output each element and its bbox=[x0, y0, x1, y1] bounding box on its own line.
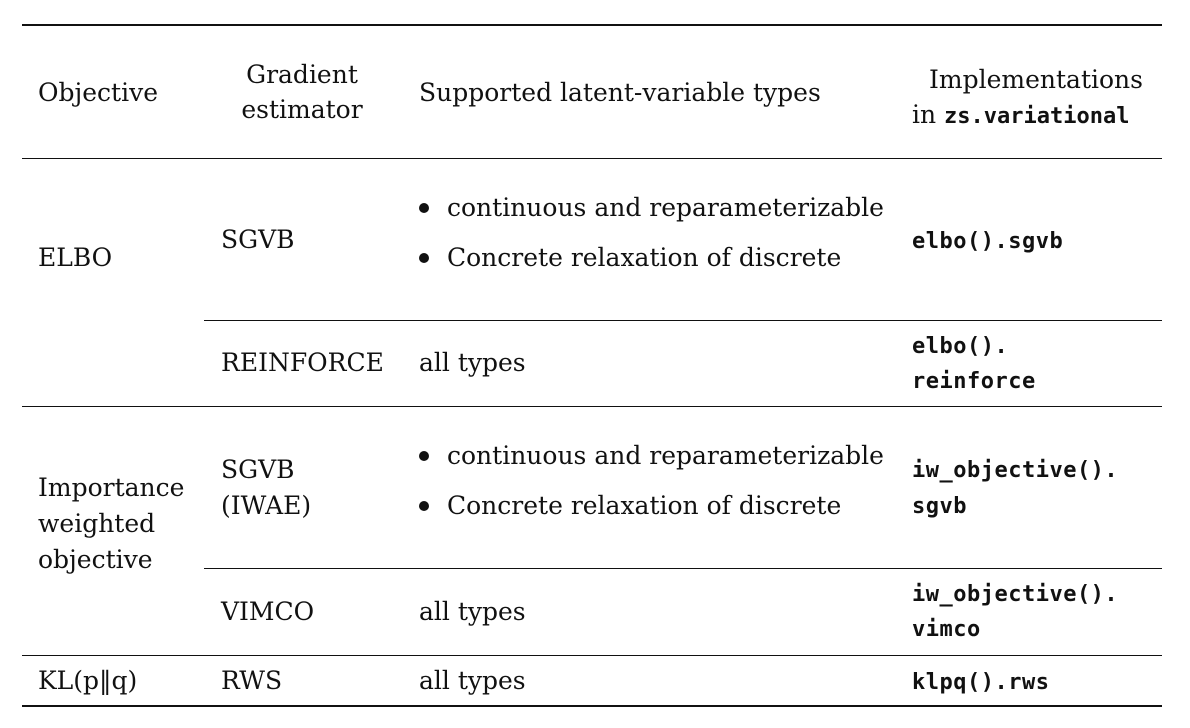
iw-sgvb-type-2: Concrete relaxation of discrete bbox=[419, 488, 841, 524]
iw-vimco-impl-line1: iw_objective(). bbox=[912, 582, 1119, 607]
kl-objective: KL(p‖q) bbox=[38, 666, 138, 695]
header-impl-prefix: in bbox=[912, 100, 945, 129]
header-gradient-line1: Gradient bbox=[246, 60, 358, 89]
header-types: Supported latent-variable types bbox=[419, 78, 821, 107]
iw-vimco-estimator: VIMCO bbox=[221, 597, 315, 626]
header-gradient-line2: estimator bbox=[241, 95, 363, 124]
iw-sgvb-impl-line2: sgvb bbox=[912, 494, 967, 519]
iw-sgvb-estimator-line1: SGVB bbox=[221, 455, 295, 484]
header-rule bbox=[22, 158, 1162, 159]
elbo-sgvb-estimator: SGVB bbox=[221, 225, 295, 254]
kl-impl: klpq().rws bbox=[912, 670, 1050, 695]
elbo-reinforce-types: all types bbox=[419, 348, 526, 377]
iw-inner-rule bbox=[204, 568, 1162, 569]
bullet-icon bbox=[419, 203, 429, 213]
elbo-sgvb-impl: elbo().sgvb bbox=[912, 229, 1064, 254]
bullet-icon bbox=[419, 451, 429, 461]
iw-vimco-impl-line2: vimco bbox=[912, 617, 981, 642]
bullet-icon bbox=[419, 253, 429, 263]
kl-estimator: RWS bbox=[221, 666, 283, 695]
elbo-inner-rule bbox=[204, 320, 1162, 321]
header-objective: Objective bbox=[38, 78, 159, 107]
header-impl-line2 bbox=[912, 97, 1129, 135]
elbo-reinforce-impl-line2: reinforce bbox=[912, 369, 1036, 394]
bottom-rule bbox=[22, 705, 1162, 707]
iw-sgvb-estimator-line2: (IWAE) bbox=[221, 491, 312, 520]
kl-types: all types bbox=[419, 666, 526, 695]
iw-objective-line1: Importance bbox=[38, 473, 185, 502]
iw-sgvb-type-1: continuous and reparameterizable bbox=[419, 438, 884, 474]
iw-objective-line2: weighted bbox=[38, 509, 156, 538]
elbo-reinforce-estimator: REINFORCE bbox=[221, 348, 384, 377]
header-impl-line1: Implementations bbox=[929, 65, 1143, 94]
iw-objective-line3: objective bbox=[38, 545, 153, 574]
elbo-sgvb-type-1: continuous and reparameterizable bbox=[419, 190, 884, 226]
iw-bottom-rule bbox=[22, 655, 1162, 656]
elbo-bottom-rule bbox=[22, 406, 1162, 407]
iw-sgvb-impl-line1: iw_objective(). bbox=[912, 458, 1119, 483]
header-impl-code: zs.variational bbox=[944, 104, 1130, 129]
elbo-reinforce-impl-line1: elbo(). bbox=[912, 334, 1009, 359]
elbo-objective: ELBO bbox=[38, 243, 113, 272]
iw-vimco-types: all types bbox=[419, 597, 526, 626]
top-rule bbox=[22, 24, 1162, 26]
bullet-icon bbox=[419, 501, 429, 511]
elbo-sgvb-type-2: Concrete relaxation of discrete bbox=[419, 240, 841, 276]
